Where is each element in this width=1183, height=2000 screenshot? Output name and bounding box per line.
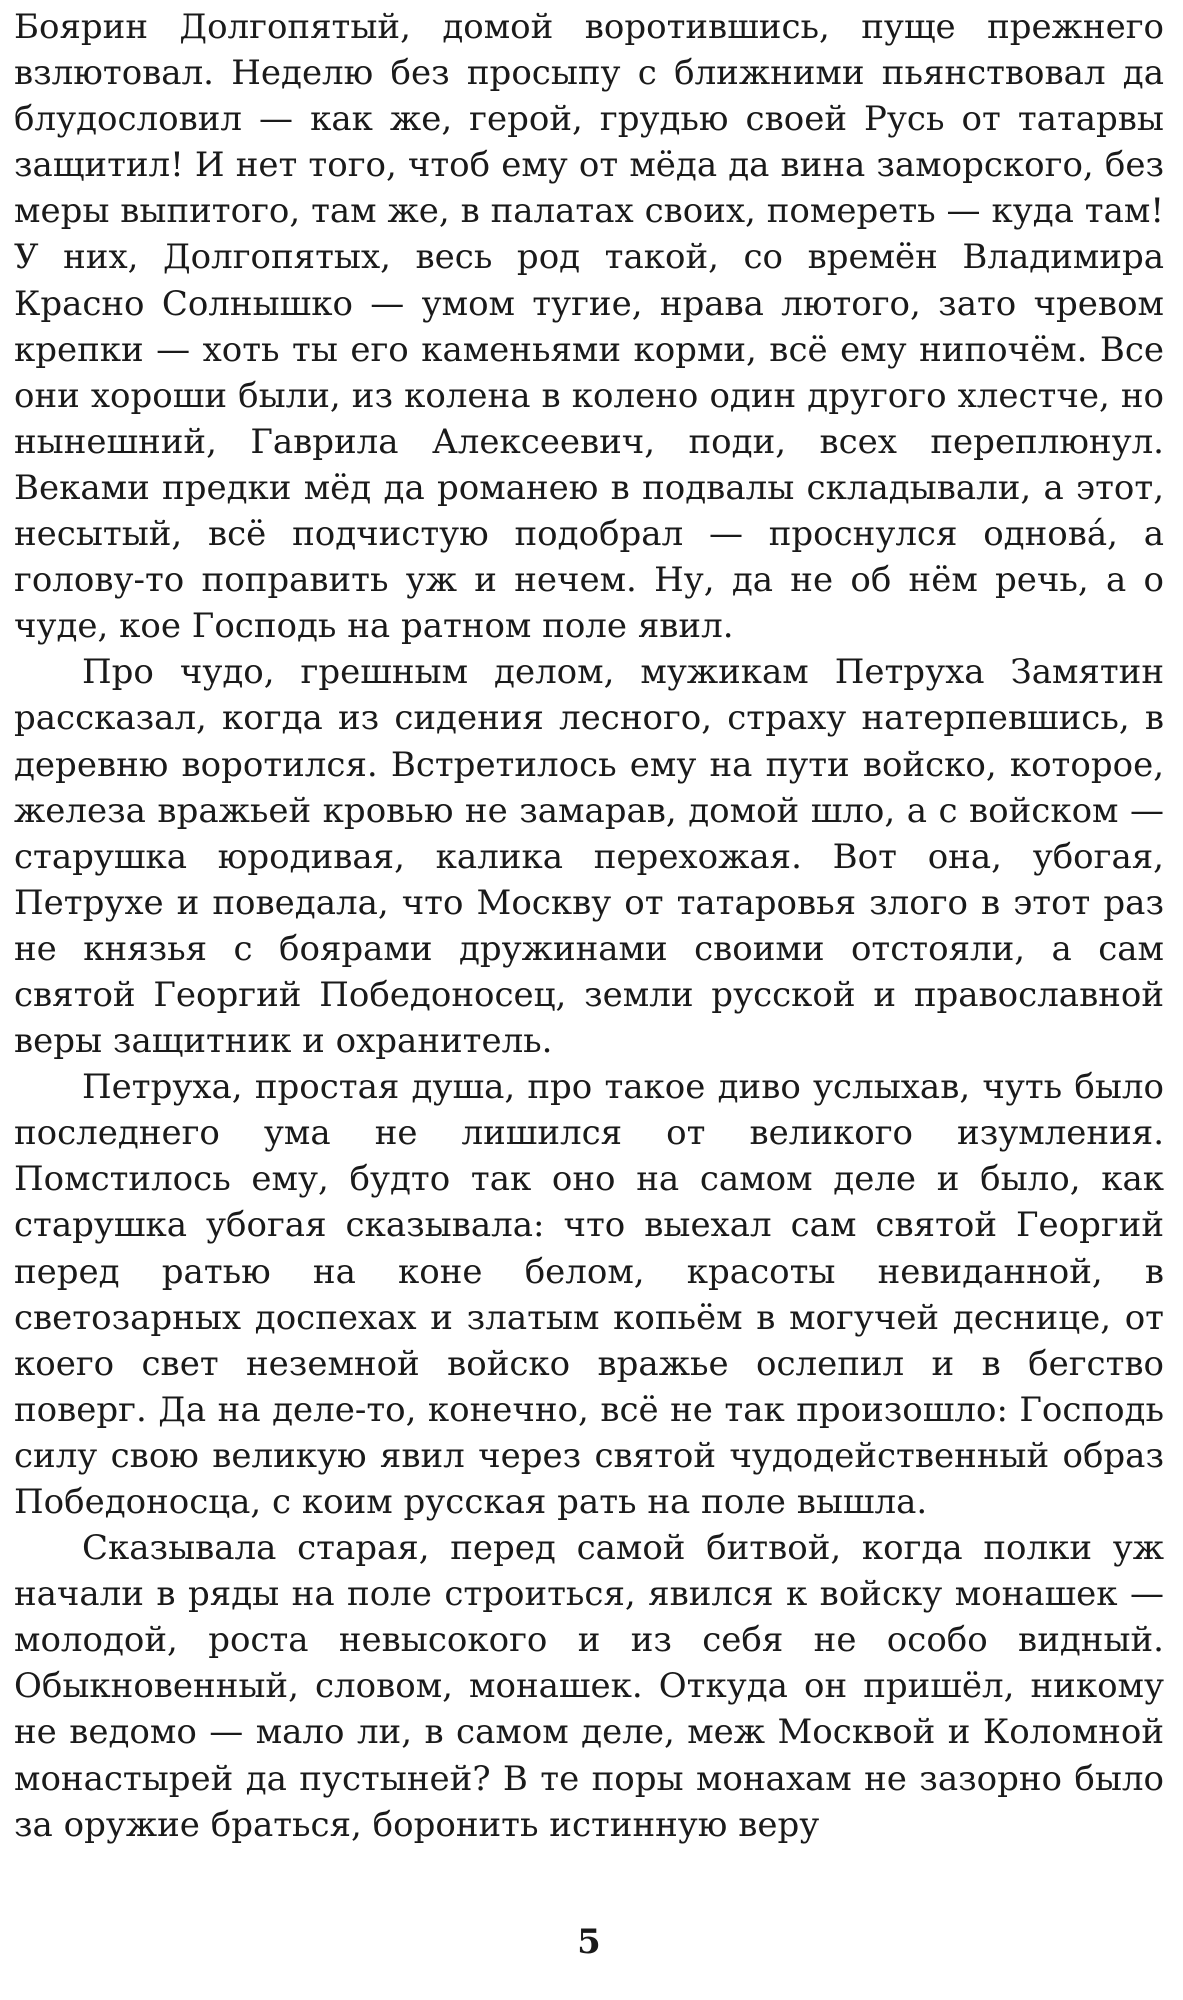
paragraph-3: Петруха, простая душа, про такое диво услыхав, чуть было последнего ума не лишился от великого изумления. Помстилось ему, будто так оно на самом деле и было, как старушка убогая сказывала: что выехал сам святой Георгий перед ратью на коне белом, красоты невиданной, в светозарных доспехах и златым копьём в могучей деснице, от коего свет неземной войско вражье ослепил и в бегство поверг. Да на деле-то, конечно, всё не так произошло: Господь силу свою великую явил через святой чудодейственный образ Победоносца, с коим русская рать на поле вышла. <box>14 1067 1164 1522</box>
book-page <box>14 0 1164 2000</box>
paragraph-4: Сказывала старая, перед самой битвой, когда полки уж начали в ряды на поле строиться, явился к войску монашек — молодой, роста невысокого и из себя не особо видный. Обыкновенный, словом, монашек. Откуда он пришёл, никому не ведомо — мало ли, в самом деле, меж Москвой и Коломной монастырей да пустыней? В те поры монахам не зазорно было за оружие браться, боронить истинную веру <box>14 1528 1164 1845</box>
paragraph-1: Боярин Долгопятый, домой воротившись, пуще прежнего взлютовал. Неделю без просыпу с ближними пьянствовал да блудословил — как же, герой, грудью своей Русь от татарвы защитил! И нет того, чтоб ему от мёда да вина заморского, без меры выпитого, там же, в палатах своих, помереть — куда там! У них, Долгопятых, весь род такой, со времён Владимира Красно Солнышко — умом тугие, нрава лютого, зато чревом крепки — хоть ты его каменьями корми, всё ему нипочём. Все они хороши были, из колена в колено один другого хлестче, но нынешний, Гаврила Алексеевич, поди, всех переплюнул. Веками предки мёд да романею в подвалы складывали, а этот, несытый, всё подчистую подобрал — проснулся однова́, а голову-то поправить уж и нечем. Ну, да не об нём речь, а о чуде, кое Господь на ратном поле явил. <box>14 7 1164 647</box>
page-number: 5 <box>577 1922 601 1962</box>
paragraph-2: Про чудо, грешным делом, мужикам Петруха Замятин рассказал, когда из сидения лесного, страху натерпевшись, в деревню воротился. Встретилось ему на пути войско, которое, железа вражьей кровью не замарав, домой шло, а с войском — старушка юродивая, калика перехожая. Вот она, убогая, Петрухе и поведала, что Москву от татаровья злого в этот раз не князья с боярами дружинами своими отстояли, а сам святой Георгий Победоносец, земли русской и православной веры защитник и охранитель. <box>14 652 1164 1062</box>
body-text <box>14 4 1164 1848</box>
